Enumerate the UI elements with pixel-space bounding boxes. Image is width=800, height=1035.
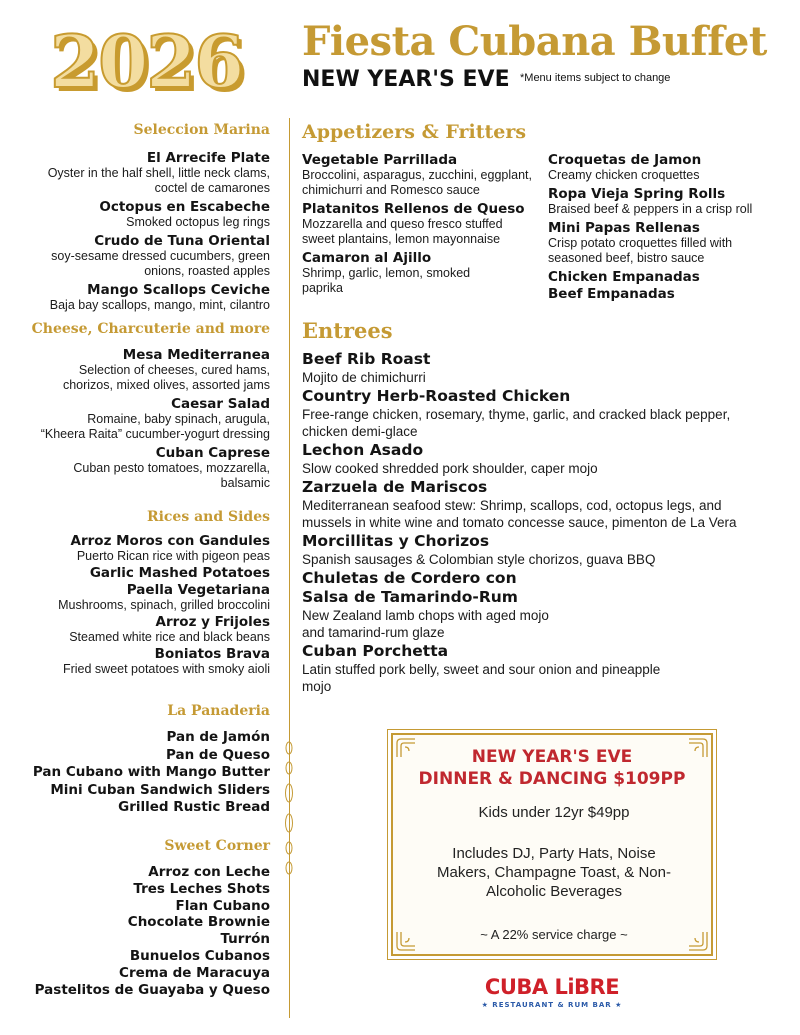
offer-box (391, 733, 713, 956)
menu-item: Mini Cuban Sandwich Sliders (50, 781, 270, 798)
restaurant-logo (462, 977, 642, 1009)
menu-item (10, 582, 270, 613)
section-heading: La Panaderia (167, 703, 270, 719)
logo-name: CUBA LiBRE (484, 975, 620, 999)
menu-item: Turrón (220, 931, 270, 948)
item-desc: Mushrooms, spinach, grilled broccolini (58, 598, 270, 612)
menu-item (548, 152, 778, 183)
menu-item (10, 396, 270, 442)
item-name: Mango Scallops Ceviche (87, 282, 270, 298)
menu-item (302, 478, 772, 531)
menu-item: Pan de Queso (165, 746, 270, 763)
item-desc: Puerto Rican rice with pigeon peas (76, 549, 270, 563)
menu-item (302, 569, 772, 641)
item-name: El Arrecife Plate (146, 150, 270, 166)
offer-service-charge: ~ A 22% service charge ~ (480, 927, 628, 942)
year-heading: 2026 (50, 19, 243, 104)
item-name: Ropa Vieja Spring Rolls (548, 186, 726, 202)
menu-item (548, 186, 778, 217)
section-rices-sides (10, 509, 270, 685)
item-name: Morcillitas y Chorizos (302, 532, 490, 550)
item-desc: Selection of cheeses, cured hams, chorizos, mixed olives, assorted jams (62, 363, 270, 392)
menu-item (10, 150, 270, 196)
menu-title: Fiesta Cubana Buffet (302, 18, 767, 65)
item-desc: Smoked octopus leg rings (126, 215, 270, 229)
item-name: Vegetable Parrillada (302, 152, 458, 168)
menu-item (10, 565, 270, 581)
item-desc: Fried sweet potatoes with smoky aioli (62, 662, 270, 676)
item-name: Boniatos Brava (154, 646, 270, 662)
menu-item: Flan Cubano (175, 897, 270, 914)
menu-item (302, 250, 532, 296)
item-name: Garlic Mashed Potatoes (89, 565, 270, 581)
item-desc: Mojito de chimichurri (302, 370, 426, 385)
item-name: Cuban Porchetta (302, 642, 449, 660)
menu-item (548, 220, 778, 266)
item-name: Arroz Moros con Gandules (70, 533, 270, 549)
item-name: Zarzuela de Mariscos (302, 478, 488, 496)
item-desc: Romaine, baby spinach, arugula, “Kheera Raita” cucumber-yogurt dressing (40, 412, 270, 441)
menu-item (10, 282, 270, 313)
menu-subtitle: NEW YEAR'S EVE (302, 67, 510, 92)
section-heading: Cheese, Charcuterie and more (31, 321, 270, 337)
item-name: Arroz y Frijoles (155, 614, 270, 630)
item-desc: New Zealand lamb chops with aged mojo and tamarind-rum glaze (302, 608, 549, 640)
item-desc: Mediterranean seafood stew: Shrimp, scallops, cod, octopus legs, and mussels in white wine and tomato concesse sauce, pimenton de La Vera (302, 498, 737, 530)
menu-item: Grilled Rustic Bread (118, 799, 270, 815)
item-desc: Steamed white rice and black beans (69, 630, 270, 644)
item-name: Country Herb-Roasted Chicken (302, 387, 571, 405)
menu-item (10, 614, 270, 645)
menu-item (302, 152, 532, 198)
menu-note: *Menu items subject to change (520, 72, 671, 84)
item-name: Cuban Caprese (155, 445, 270, 461)
section-heading: Sweet Corner (164, 838, 270, 854)
section-heading-appetizers: Appetizers & Fritters (302, 121, 527, 143)
appetizers-column-2 (548, 152, 778, 302)
logo-tagline: ★ RESTAURANT & RUM BAR ★ (481, 1001, 623, 1009)
item-name: Caesar Salad (171, 396, 270, 412)
item-name: Platanitos Rellenos de Queso (302, 201, 525, 217)
menu-item (302, 201, 532, 247)
menu-item (10, 347, 270, 393)
divider-ornament (285, 738, 293, 878)
item-desc: Shrimp, garlic, lemon, smoked paprika (302, 266, 471, 295)
offer-heading-line1: NEW YEAR'S EVE (471, 747, 633, 767)
section-entrees (302, 318, 772, 695)
section-heading: Entrees (302, 318, 393, 343)
menu-item: Bunuelos Cubanos (129, 947, 270, 964)
item-desc: Oyster in the half shell, little neck clams, coctel de camarones (47, 166, 270, 195)
section-heading: Seleccion Marina (133, 122, 270, 138)
item-desc: Creamy chicken croquettes (548, 168, 700, 182)
appetizers-column-1 (302, 152, 532, 296)
menu-item (10, 646, 270, 677)
item-desc: Slow cooked shredded pork shoulder, caper mojo (302, 461, 598, 476)
item-name: Beef Empanadas (548, 286, 675, 302)
menu-item (302, 642, 772, 695)
item-desc: Crisp potato croquettes filled with seasoned beef, bistro sauce (548, 236, 733, 265)
offer-kids-price: Kids under 12yr $49pp (478, 804, 630, 821)
menu-item (548, 286, 778, 302)
item-desc: Braised beef & peppers in a crisp roll (548, 202, 753, 216)
menu-item: Pastelitos de Guayaba y Queso (34, 981, 270, 998)
item-name: Chicken Empanadas (548, 269, 700, 285)
section-seleccion-marina (10, 122, 270, 321)
menu-item: Pan de Jamón (166, 729, 270, 745)
item-desc: Baja bay scallops, mango, mint, cilantro (49, 298, 270, 312)
item-name: Mesa Mediterranea (122, 347, 270, 363)
menu-item: Arroz con Leche (148, 864, 270, 880)
item-name: Beef Rib Roast (302, 350, 431, 368)
item-desc: soy-sesame dressed cucumbers, green onions, roasted apples (51, 249, 270, 278)
section-cheese-charcuterie (10, 321, 270, 499)
item-name: Octopus en Escabeche (99, 199, 270, 215)
item-name: Paella Vegetariana (126, 582, 270, 598)
menu-item: Pan Cubano with Mango Butter (32, 764, 270, 780)
menu-item: Crema de Maracuya (119, 964, 270, 981)
item-name: Crudo de Tuna Oriental (94, 233, 270, 249)
menu-item: Tres Leches Shots (133, 880, 270, 897)
item-desc: Broccolini, asparagus, zucchini, eggplant, chimichurri and Romesco sauce (302, 168, 532, 197)
item-desc: Free-range chicken, rosemary, thyme, garlic, and cracked black pepper, chicken demi-glace (302, 407, 731, 439)
menu-item (10, 233, 270, 279)
item-name: Lechon Asado (302, 441, 424, 459)
menu-item (10, 199, 270, 230)
menu-item (302, 441, 772, 477)
menu-item (302, 387, 772, 440)
menu-item (302, 532, 772, 568)
item-name: Croquetas de Jamon (548, 152, 702, 168)
section-heading: Rices and Sides (146, 509, 270, 525)
item-desc: Mozzarella and queso fresco stuffed sweet plantains, lemon mayonnaise (302, 217, 503, 246)
item-desc: Spanish sausages & Colombian style chorizos, guava BBQ (302, 552, 656, 567)
menu-item (10, 445, 270, 491)
section-panaderia (10, 703, 270, 817)
item-desc: Latin stuffed pork belly, sweet and sour onion and pineapple mojo (302, 662, 661, 694)
item-name: Chuletas de Cordero con Salsa de Tamarindo-Rum (302, 569, 518, 606)
menu-item: Chocolate Brownie (127, 914, 270, 931)
item-name: Camaron al Ajillo (302, 250, 432, 266)
item-desc: Cuban pesto tomatoes, mozzarella, balsamic (73, 461, 270, 490)
column-divider (285, 118, 293, 1018)
menu-item (10, 533, 270, 564)
item-name: Mini Papas Rellenas (548, 220, 700, 236)
section-sweet-corner (10, 838, 270, 998)
menu-item (548, 269, 778, 285)
offer-heading-line2: DINNER & DANCING $109PP (418, 769, 686, 789)
offer-includes: Includes DJ, Party Hats, Noise Makers, Champagne Toast, & Non-Alcoholic Beverages (436, 845, 671, 900)
menu-item (302, 350, 772, 386)
